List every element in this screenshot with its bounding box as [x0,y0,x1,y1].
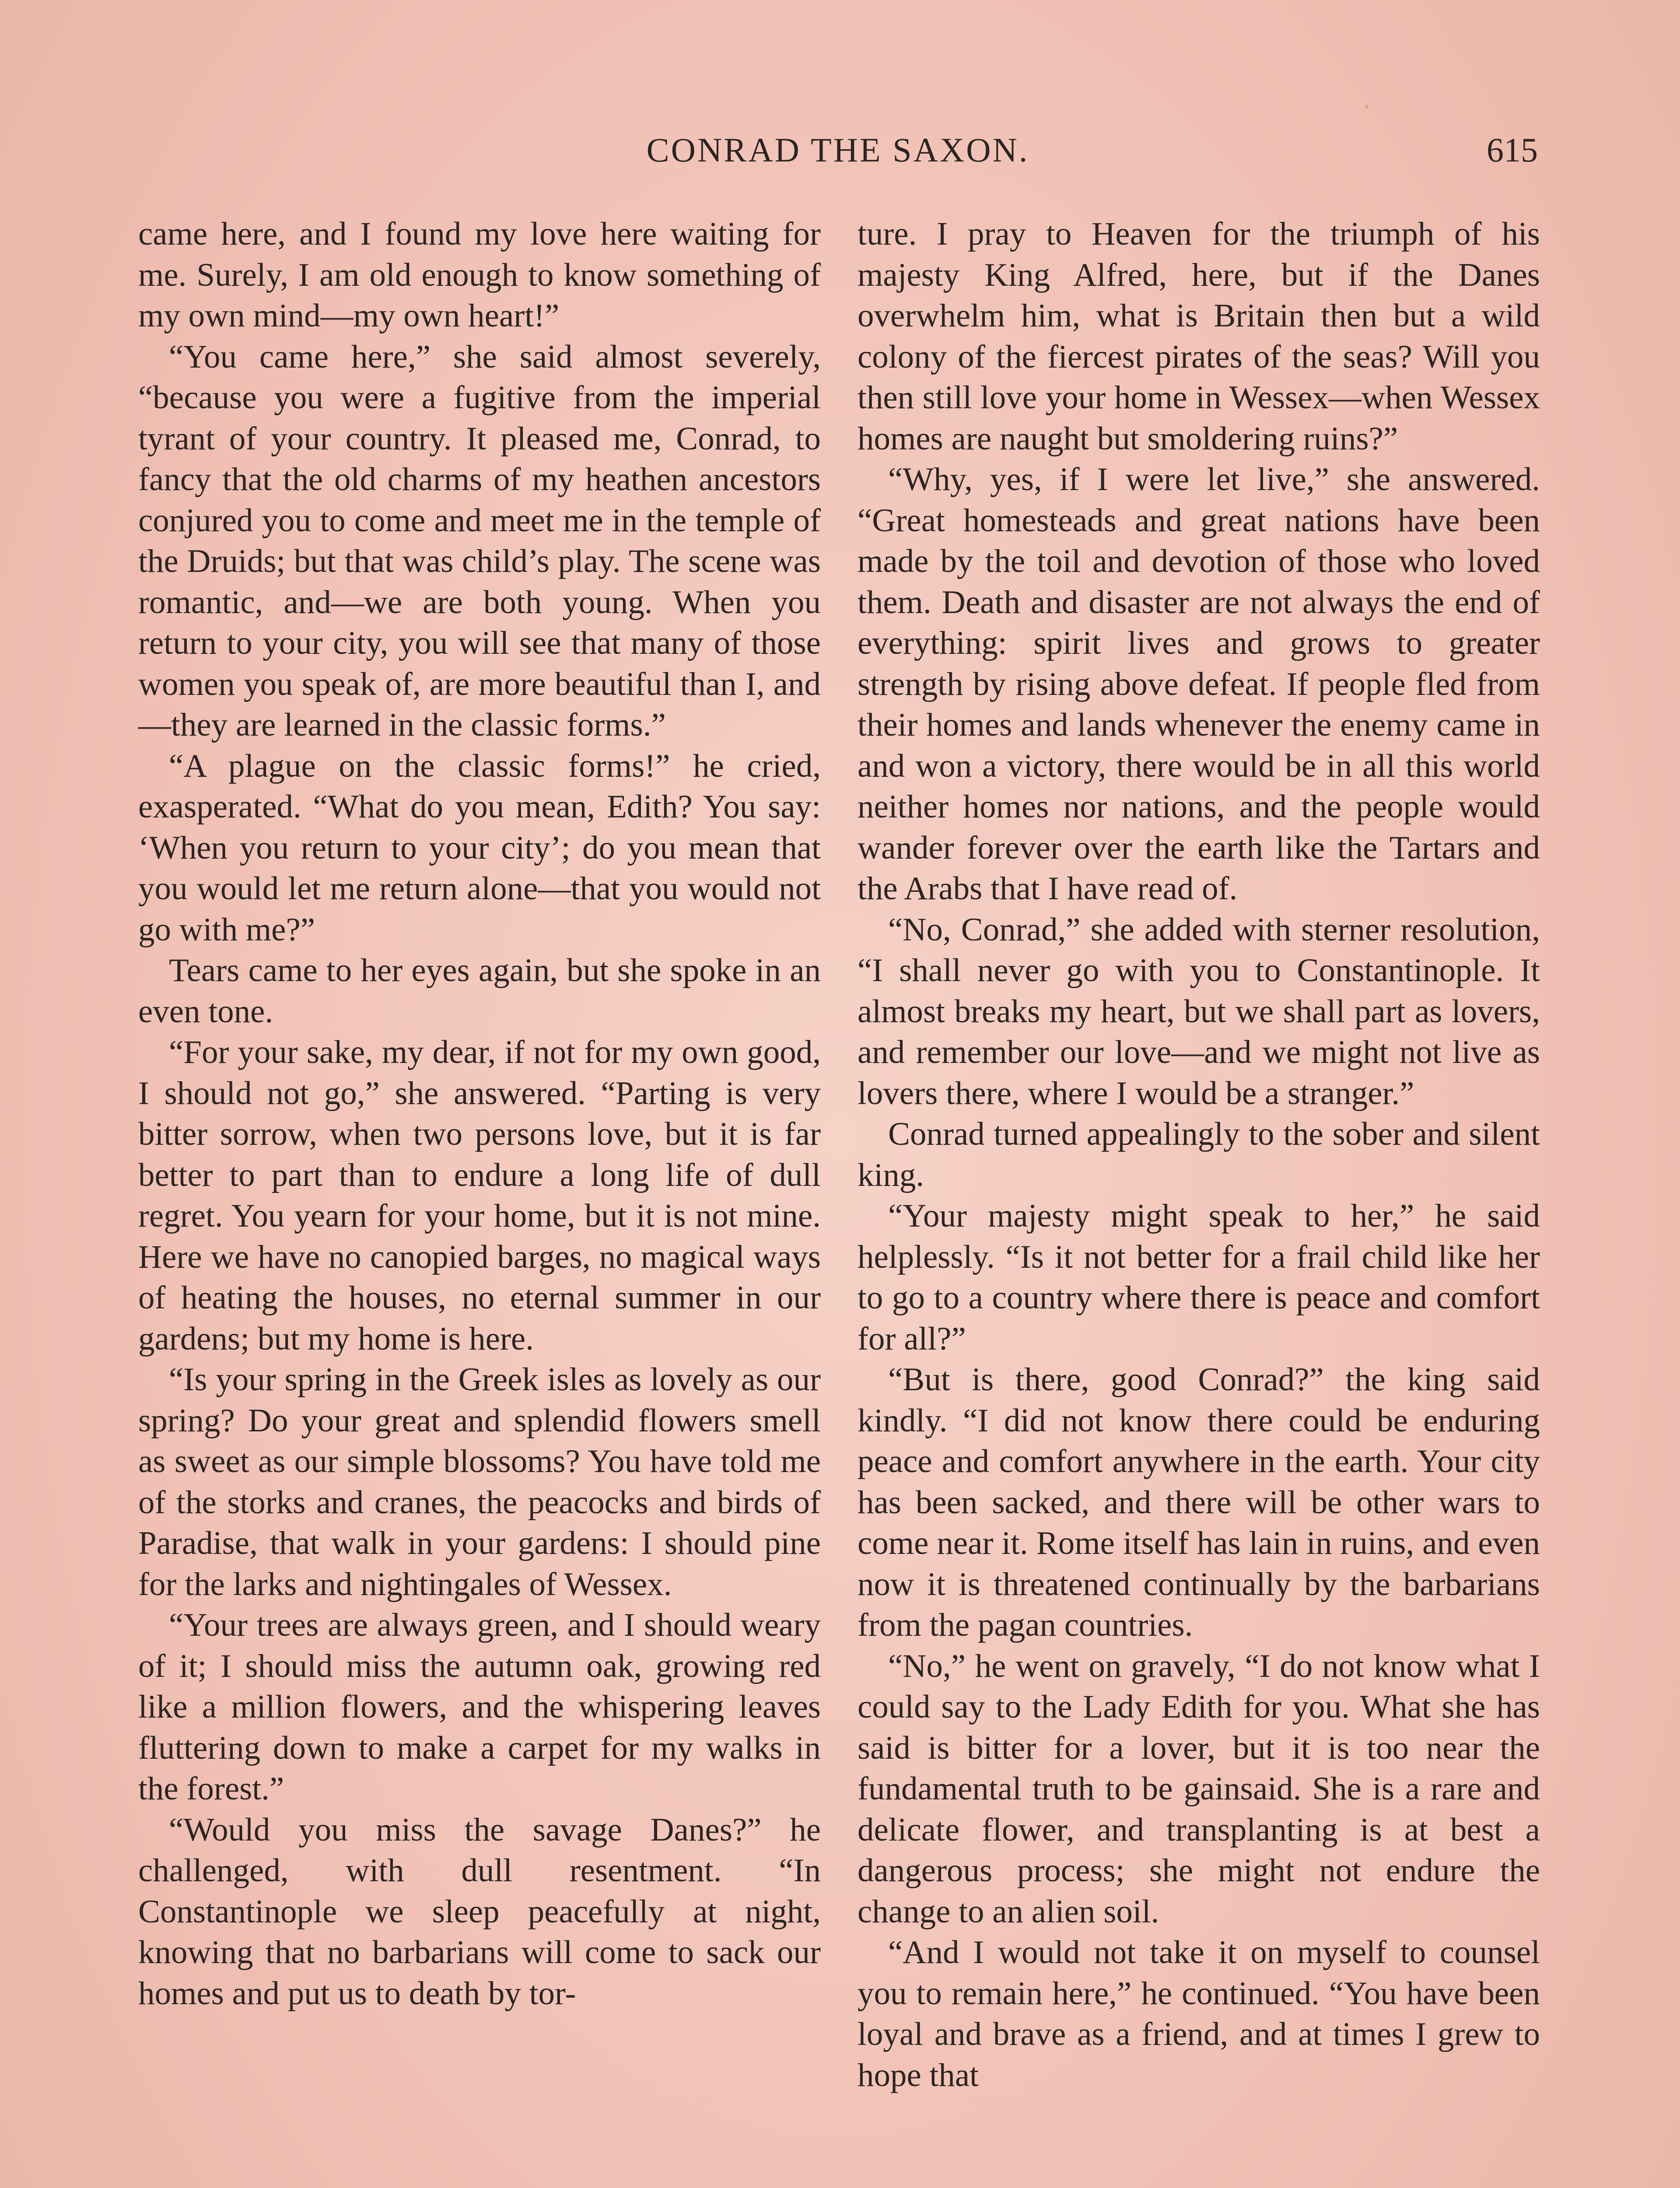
paragraph: “Your trees are always green, and I should weary of it; I should miss the autumn oak, growing red like a million flowers, and the whispering leaves fluttering down to make a carpet for my walks in the forest.” [138,1607,821,1807]
paper-speck [1365,105,1368,109]
paragraph: “No,” he went on gravely, “I do not know what I could say to the Lady Edith for you. What she has said is bitter for a lover, but it is too near the fundamental truth to be gainsaid. She is a rare and delicate flower, and transplanting is at best a dangerous process; she might not endure the change to an alien soil. [858,1648,1540,1930]
paragraph: “Would you miss the savage Danes?” he challenged, with dull resentment. “In Constantinople we sleep peacefully at night, knowing that no barbarians will come to sack our homes and put us to death by tor- [138,1811,821,2012]
paragraph: “Why, yes, if I were let live,” she answered. “Great homesteads and great nations have been made by the toil and devotion of those who loved them. Death and disaster are not always the end of everything: spirit lives and grows to greater strength by rising above defeat. If people fled from their homes and lands whenever the enemy came in and won a victory, there would be in all this world neither homes nor nations, and the people would wander forever over the earth like the Tartars and the Arabs that I have read of. [858,461,1540,907]
paragraph: “For your sake, my dear, if not for my own good, I should not go,” she answered. “Parting is very bitter sorrow, when two persons love, but it is far better to part than to endure a long life of dull regret. You yearn for your home, but it is not mine. Here we have no canopied barges, no magical ways of heating the houses, no eternal summer in our gardens; but my home is here. [138,1034,821,1357]
paragraph: “But is there, good Conrad?” the king said kindly. “I did not know there could be enduring peace and comfort anywhere in the earth. Your city has been sacked, and there will be other wars to come near it. Rome itself has lain in ruins, and even now it is threatened continually by the barbarians from the pagan countries. [858,1361,1540,1643]
right-column [858,214,1540,2096]
paragraph: ture. I pray to Heaven for the triumph of his majesty King Alfred, here, but if the Danes overwhelm him, what is Britain then but a wild colony of the fiercest pirates of the seas? Will you then still love your home in Wessex—when Wessex homes are naught but smoldering ruins?” [858,216,1540,457]
paragraph: “A plague on the classic forms!” he cried, exasperated. “What do you mean, Edith? You say: ‘When you return to your city’; do you mean that you would let me return alone—that you would not go with me?” [138,747,821,948]
page-number: 615 [1487,131,1538,169]
paragraph: “Your majesty might speak to her,” he said helplessly. “Is it not better for a frail child like her to go to a country where there is peace and comfort for all?” [858,1198,1540,1357]
paragraph: “And I would not take it on myself to counsel you to remain here,” he continued. “You have been loyal and brave as a friend, and at times I grew to hope that [858,1934,1540,2093]
left-column [138,214,821,2014]
running-head [138,130,1538,183]
paragraph: “You came here,” she said almost severely, “because you were a fugitive from the imperial tyrant of your country. It pleased me, Conrad, to fancy that the old charms of my heathen ancestors conjured you to come and meet me in the temple of the Druids; but that was child’s play. The scene was romantic, and—we are both young. When you return to your city, you will see that many of those women you speak of, are more beautiful than I, and—they are learned in the classic forms.” [138,338,821,743]
paragraph: “Is your spring in the Greek isles as lovely as our spring? Do your great and splendid flowers smell as sweet as our simple blossoms? You have told me of the storks and cranes, the peacocks and birds of Paradise, that walk in your gardens: I should pine for the larks and nightingales of Wessex. [138,1361,821,1602]
running-title: CONRAD THE SAXON. [646,131,1029,169]
paragraph: Conrad turned appealingly to the sober and silent king. [858,1116,1540,1193]
paragraph: came here, and I found my love here waiting for me. Surely, I am old enough to know something of my own mind—my own heart!” [138,216,821,334]
paragraph: “No, Conrad,” she added with sterner resolution, “I shall never go with you to Constantinople. It almost breaks my heart, but we shall part as lovers, and remember our love—and we might not live as lovers there, where I would be a stranger.” [858,911,1540,1112]
paragraph: Tears came to her eyes again, but she spoke in an even tone. [138,952,821,1030]
